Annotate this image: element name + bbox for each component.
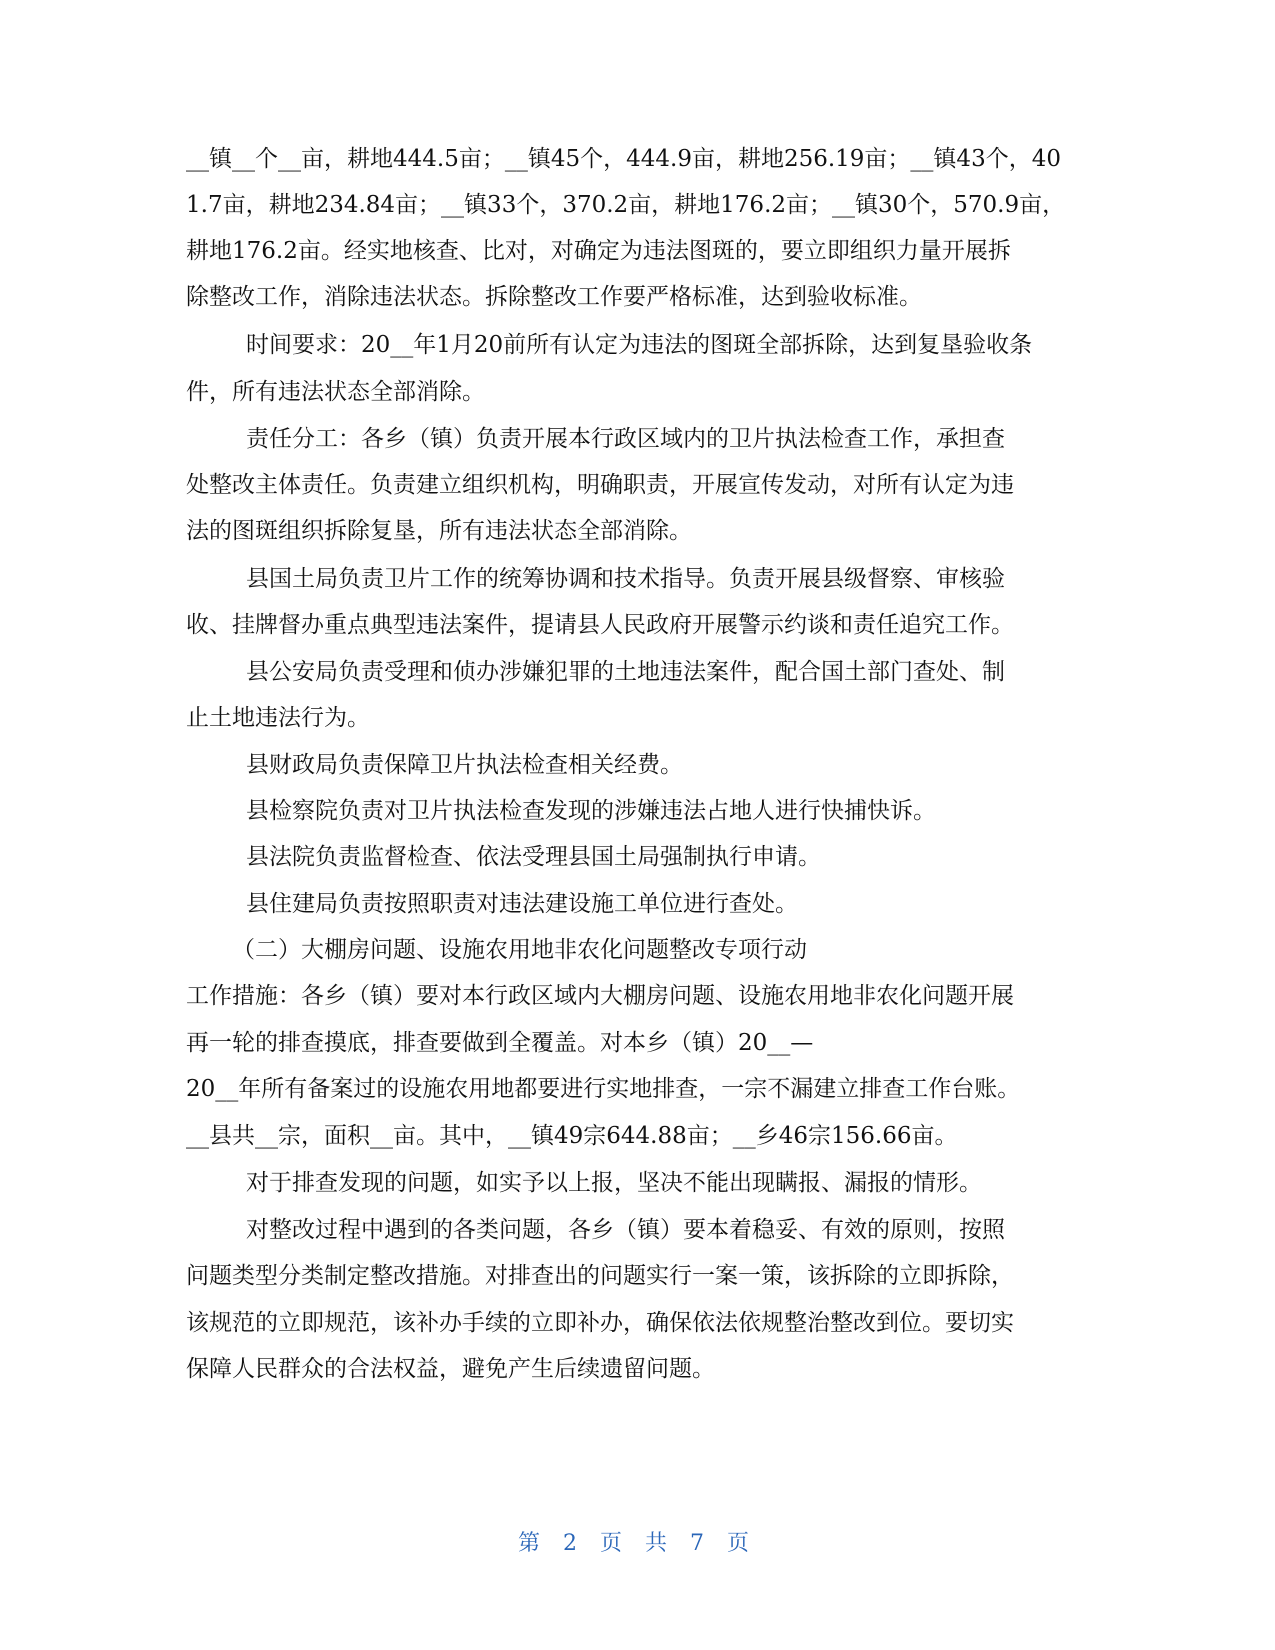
text-line: 该规范的立即规范，该补办手续的立即补办，确保依法依规整治整改到位。要切实 bbox=[186, 1310, 1014, 1336]
text-line: 工作措施：各乡（镇）要对本行政区域内大棚房问题、设施农用地非农化问题开展 bbox=[186, 983, 1014, 1009]
text-line: 时间要求：20__年1月20前所有认定为违法的图斑全部拆除，达到复垦验收条 bbox=[246, 332, 1033, 358]
page-number-footer: 第 2 页 共 7 页 bbox=[518, 1531, 757, 1556]
text-line: 县公安局负责受理和侦办涉嫌犯罪的土地违法案件，配合国土部门查处、制 bbox=[246, 659, 1005, 685]
text-line: 法的图斑组织拆除复垦，所有违法状态全部消除。 bbox=[186, 518, 692, 544]
text-line: 县检察院负责对卫片执法检查发现的涉嫌违法占地人进行快捕快诉。 bbox=[246, 798, 936, 824]
text-line: 止土地违法行为。 bbox=[186, 705, 370, 731]
section-heading: （二）大棚房问题、设施农用地非农化问题整改专项行动 bbox=[232, 937, 807, 963]
text-line: 县法院负责监督检查、依法受理县国土局强制执行申请。 bbox=[246, 844, 821, 870]
text-line: 1.7亩，耕地234.84亩；__镇33个，370.2亩，耕地176.2亩；__镇30个，570.9亩， bbox=[186, 192, 1066, 218]
text-line: __镇__个__亩，耕地444.5亩；__镇45个，444.9亩，耕地256.19亩；__镇43个，40 bbox=[186, 146, 1061, 172]
text-line: 20__年所有备案过的设施农用地都要进行实地排查，一宗不漏建立排查工作台账。 bbox=[186, 1076, 1021, 1102]
text-line: 收、挂牌督办重点典型违法案件，提请县人民政府开展警示约谈和责任追究工作。 bbox=[186, 612, 1014, 638]
text-line: 责任分工：各乡（镇）负责开展本行政区域内的卫片执法检查工作，承担查 bbox=[246, 426, 1005, 452]
text-line: 县住建局负责按照职责对违法建设施工单位进行查处。 bbox=[246, 891, 798, 917]
text-line: 对于排查发现的问题，如实予以上报，坚决不能出现瞒报、漏报的情形。 bbox=[246, 1170, 982, 1196]
text-line: 件，所有违法状态全部消除。 bbox=[186, 379, 485, 405]
text-line: __县共__宗，面积__亩。其中，__镇49宗644.88亩；__乡46宗156.66亩。 bbox=[186, 1123, 958, 1149]
text-line: 县国土局负责卫片工作的统筹协调和技术指导。负责开展县级督察、审核验 bbox=[246, 566, 1005, 592]
text-line: 问题类型分类制定整改措施。对排查出的问题实行一案一策，该拆除的立即拆除， bbox=[186, 1263, 1014, 1289]
text-line: 县财政局负责保障卫片执法检查相关经费。 bbox=[246, 752, 683, 778]
text-line: 再一轮的排查摸底，排查要做到全覆盖。对本乡（镇）20__— bbox=[186, 1030, 814, 1056]
text-line: 耕地176.2亩。经实地核查、比对，对确定为违法图斑的，要立即组织力量开展拆 bbox=[186, 238, 1011, 264]
text-line: 对整改过程中遇到的各类问题，各乡（镇）要本着稳妥、有效的原则，按照 bbox=[246, 1217, 1005, 1243]
text-line: 处整改主体责任。负责建立组织机构，明确职责，开展宣传发动，对所有认定为违 bbox=[186, 472, 1014, 498]
text-line: 除整改工作，消除违法状态。拆除整改工作要严格标准，达到验收标准。 bbox=[186, 284, 922, 310]
text-line: 保障人民群众的合法权益，避免产生后续遗留问题。 bbox=[186, 1356, 715, 1382]
